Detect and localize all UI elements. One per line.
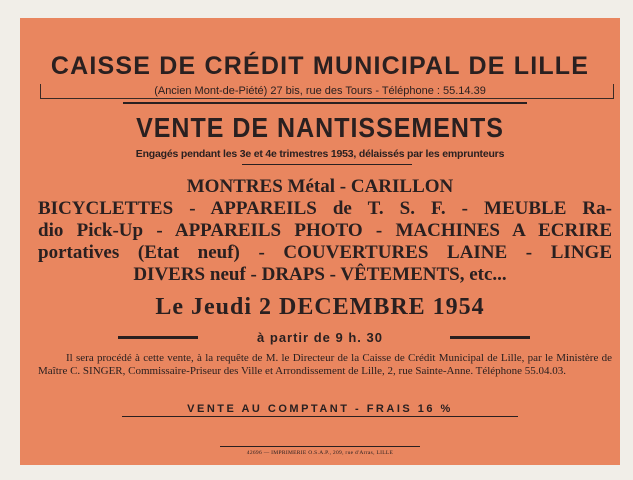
divider [220,446,420,447]
sale-date: Le Jeudi 2 DECEMBRE 1954 [155,294,485,320]
divider [122,416,518,417]
goods-line: MONTRES Métal - CARILLON [186,176,454,197]
sale-subheading: Engagés pendant les 3e et 4e trimestres 1953, délaissés par les emprunteurs [135,148,505,160]
divider [450,336,530,339]
address: (Ancien Mont-de-Piété) 27 bis, rue des Tours - Téléphone : 55.14.39 [154,85,486,97]
goods-line: BICYCLETTES - APPAREILS de T. S. F. - MEUBLE Ra- [38,198,612,219]
poster-title: CAISSE DE CRÉDIT MUNICIPAL DE LILLE [50,52,590,80]
auction-poster [20,18,620,465]
goods-line: DIVERS neuf - DRAPS - VÊTEMENTS, etc... [133,264,507,285]
sale-terms: VENTE AU COMPTANT - FRAIS 16 % [187,403,453,415]
sale-heading: VENTE DE NANTISSEMENTS [136,112,504,144]
printer-credit: 42696 — IMPRIMERIE O.S.A.P., 209, rue d'Arras, LILLE [246,450,394,456]
divider [242,164,412,165]
sale-time: à partir de 9 h. 30 [257,330,383,345]
legal-paragraph: Il sera procédé à cette vente, à la requête de M. le Directeur de la Caisse de Crédit Municipal de Lille, par le Ministère de Maître C. SINGER, Commissaire-Priseur des Ville et Arrondissement de Lille, 2, rue Sainte-Anne. Téléphone 55.04.03. [38,352,612,377]
goods-line: dio Pick-Up - APPAREILS PHOTO - MACHINES A ECRIRE [38,220,612,241]
goods-line: portatives (Etat neuf) - COUVERTURES LAINE - LINGE [38,242,612,263]
divider [123,102,527,104]
